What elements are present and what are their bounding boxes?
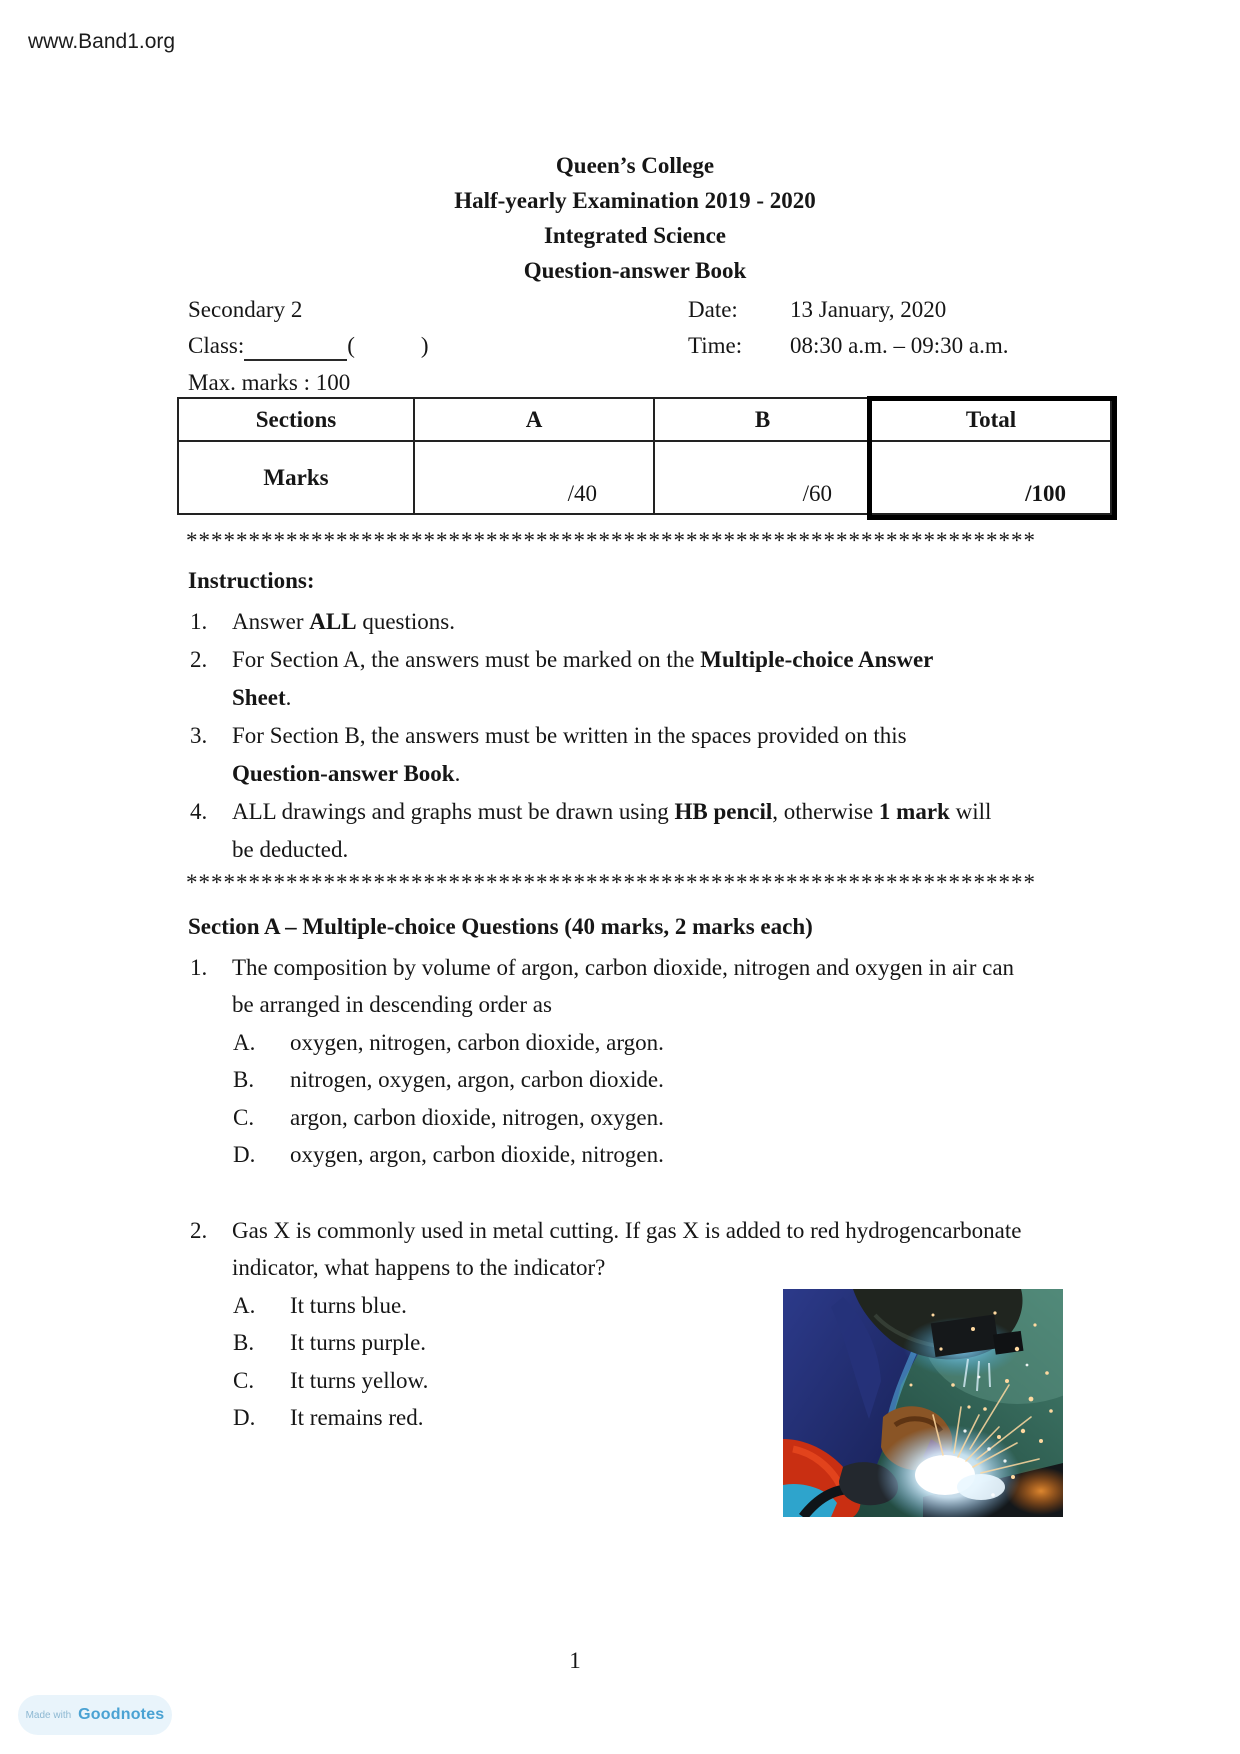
q2-option-a-letter: A.	[233, 1293, 256, 1318]
title-exam: Half-yearly Examination 2019 - 2020	[454, 188, 816, 213]
q2-option-d-text: It remains red.	[290, 1405, 424, 1430]
instruction-3-number: 3.	[190, 723, 208, 748]
q1-option-b-text: nitrogen, oxygen, argon, carbon dioxide.	[290, 1067, 664, 1092]
marks-table-header-a: A	[413, 399, 653, 440]
marks-value-total: /100	[870, 440, 1110, 513]
max-marks: Max. marks : 100	[188, 370, 351, 395]
q2-option-c-text: It turns yellow.	[290, 1368, 429, 1393]
q2-option-c-letter: C.	[233, 1368, 255, 1393]
instruction-2-text-line-1: For Section A, the answers must be marked on the Multiple-choice Answer	[232, 647, 934, 672]
instruction-4-text-line-2: be deducted.	[232, 837, 349, 862]
marks-table	[177, 397, 1112, 515]
exam-level: Secondary 2	[188, 297, 303, 322]
class-label: Class:	[188, 333, 245, 358]
question-2-number: 2.	[190, 1218, 208, 1243]
divider-line-bottom: ********************************************************************	[186, 870, 1036, 895]
instruction-1-text: Answer ALL questions.	[232, 609, 455, 634]
q1-option-d-text: oxygen, argon, carbon dioxide, nitrogen.	[290, 1142, 664, 1167]
class-row	[188, 331, 429, 361]
goodnotes-made-with-label: Made with	[25, 1709, 72, 1721]
instruction-1-number: 1.	[190, 609, 208, 634]
title-school: Queen’s College	[555, 153, 715, 178]
divider-line-top: ********************************************************************	[186, 528, 1036, 553]
q1-option-a-text: oxygen, nitrogen, carbon dioxide, argon.	[290, 1030, 664, 1055]
q2-option-a-text: It turns blue.	[290, 1293, 407, 1318]
instruction-4-number: 4.	[190, 799, 208, 824]
q1-option-a-letter: A.	[233, 1030, 256, 1055]
marks-table-header-total: Total	[870, 399, 1110, 440]
paren-close: )	[420, 333, 429, 358]
welding-photo-graphic	[783, 1289, 1063, 1517]
instruction-4-text-line-1: ALL drawings and graphs must be drawn using HB pencil, otherwise 1 mark will	[232, 799, 992, 824]
question-2-line-2: indicator, what happens to the indicator?	[232, 1255, 606, 1280]
date-value: 13 January, 2020	[790, 297, 947, 322]
time-value: 08:30 a.m. – 09:30 a.m.	[790, 333, 1009, 358]
q2-option-b-letter: B.	[233, 1330, 255, 1355]
q1-option-c-text: argon, carbon dioxide, nitrogen, oxygen.	[290, 1105, 664, 1130]
brand-watermark: www.Band1.org	[28, 30, 176, 53]
goodnotes-app-name: Goodnotes	[78, 1706, 165, 1723]
page-title	[90, 148, 1180, 288]
welding-photo	[783, 1289, 1063, 1517]
question-1-number: 1.	[190, 955, 208, 980]
instruction-3-text-line-1: For Section B, the answers must be written in the spaces provided on this	[232, 723, 907, 748]
marks-value-a: /40	[413, 440, 653, 513]
question-2-line-1: Gas X is commonly used in metal cutting. If gas X is added to red hydrogencarbonate	[232, 1218, 1022, 1243]
q1-option-d-letter: D.	[233, 1142, 256, 1167]
marks-table-header-sections: Sections	[255, 406, 337, 432]
page-number: 1	[569, 1648, 581, 1673]
title-subject: Integrated Science	[543, 223, 727, 248]
marks-value-b: /60	[653, 440, 870, 513]
instructions-heading: Instructions:	[188, 568, 315, 593]
title-book: Question-answer Book	[523, 258, 747, 283]
section-a-heading: Section A – Multiple-choice Questions (40 marks, 2 marks each)	[188, 914, 813, 939]
q2-option-b-text: It turns purple.	[290, 1330, 427, 1355]
instruction-2-text-line-2: Sheet.	[232, 685, 292, 710]
class-blank-line	[244, 337, 347, 361]
instruction-2-number: 2.	[190, 647, 208, 672]
time-label: Time:	[688, 333, 743, 358]
question-1-line-1: The composition by volume of argon, carbon dioxide, nitrogen and oxygen in air can	[232, 955, 1015, 980]
q2-option-d-letter: D.	[233, 1405, 256, 1430]
marks-row-label: Marks	[179, 440, 413, 513]
date-label: Date:	[688, 297, 738, 322]
paren-open: (	[347, 333, 355, 358]
instruction-3-text-line-2: Question-answer Book.	[232, 761, 461, 786]
q1-option-b-letter: B.	[233, 1067, 255, 1092]
goodnotes-badge	[18, 1695, 172, 1735]
marks-table-header-b: B	[653, 399, 870, 440]
question-1-line-2: be arranged in descending order as	[232, 992, 552, 1017]
q1-option-c-letter: C.	[233, 1105, 255, 1130]
